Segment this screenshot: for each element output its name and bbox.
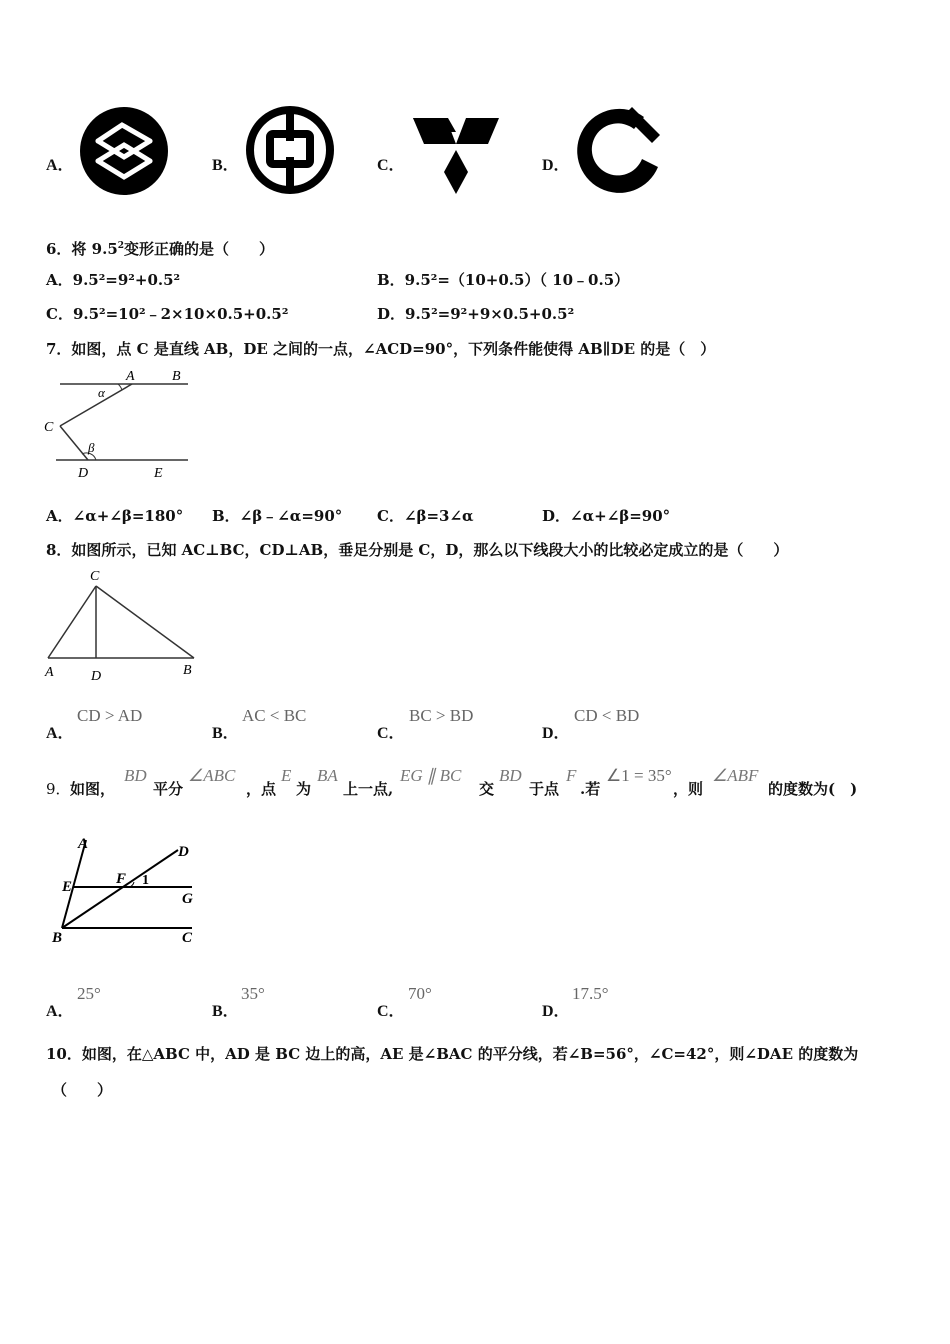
q7-stem: 7．如图，点 C 是直线 AB，DE 之间的一点，∠ACD=90°，下列条件能使得 AB∥DE 的是（ ）	[46, 340, 716, 358]
q5-option-a-letter: A．	[46, 157, 74, 174]
q9-text-8: .若	[580, 780, 601, 798]
q7-label-a: A	[126, 369, 135, 384]
q5-option-c-letter: C．	[377, 157, 405, 174]
q8-option-a-letter[interactable]: A．	[46, 725, 74, 742]
q8-option-a-expr: CD > AD	[77, 706, 143, 725]
q9-math-5: EG ∥ BC	[400, 766, 462, 785]
three-diamond-logo-icon	[410, 114, 502, 196]
q6-option-a[interactable]: A．9.5²=9²+0.5²	[46, 271, 181, 289]
q7-label-e: E	[154, 466, 163, 481]
q9-math-2: ∠ABC	[188, 766, 236, 785]
q8-label-a: A	[45, 665, 54, 680]
q7-label-alpha: α	[98, 385, 105, 400]
q9-text-1: 如图，	[70, 780, 116, 798]
q9-option-d-letter[interactable]: D．	[542, 1003, 570, 1020]
q9-math-9: ∠ABF	[712, 766, 759, 785]
construction-bank-logo-icon	[572, 103, 664, 195]
q9-figure	[44, 828, 214, 952]
q5-option-b-letter: B．	[212, 157, 239, 174]
bank-of-china-logo-icon	[244, 104, 336, 196]
q8-option-b-letter[interactable]: B．	[212, 725, 239, 742]
q9-label-b: B	[52, 930, 63, 946]
q8-option-d-letter[interactable]: D．	[542, 725, 570, 742]
q9-number: 9．	[46, 780, 71, 798]
q9-option-c-letter[interactable]: C．	[377, 1003, 405, 1020]
q7-label-c: C	[44, 420, 54, 435]
q9-option-a-value: 25°	[77, 984, 101, 1003]
q9-label-c: C	[182, 930, 193, 946]
china-mobile-logo-icon	[78, 105, 170, 197]
q8-option-c-letter[interactable]: C．	[377, 725, 405, 742]
q9-math-8: ∠1 = 35°	[606, 766, 672, 785]
q10-stem-line-2: （ ）	[52, 1081, 113, 1099]
q9-text-7: 于点	[529, 780, 560, 798]
q9-text-5: 上一点,	[343, 780, 394, 798]
q9-option-b-value: 35°	[241, 984, 265, 1003]
q9-label-d: D	[178, 844, 189, 860]
q9-text-4: 为	[296, 780, 312, 798]
q10-stem-line-1: 10．如图，在△ABC 中，AD 是 BC 边上的高，AE 是∠BAC 的平分线，若∠B=56°，∠C=42°，则∠DAE 的度数为	[46, 1045, 859, 1063]
q9-text-2: 平分	[153, 780, 184, 798]
q7-option-d[interactable]: D．∠α+∠β=90°	[542, 507, 671, 525]
q8-label-b: B	[183, 663, 192, 678]
q6-stem: 6．将 $9.5^2$变形正确的是（ ）	[46, 240, 275, 258]
q9-math-6: BD	[499, 766, 522, 785]
q8-stem: 8．如图所示，已知 AC⊥BC，CD⊥AB，垂足分别是 C，D，那么以下线段大小的比较必定成立的是（ ）	[46, 541, 789, 559]
q9-text-9: ，则	[673, 780, 704, 798]
q9-label-e: E	[62, 879, 73, 895]
q9-label-g: G	[182, 891, 193, 907]
q7-option-c[interactable]: C．∠β=3∠α	[377, 507, 474, 525]
q9-option-b-letter[interactable]: B．	[212, 1003, 239, 1020]
q7-label-beta: β	[88, 440, 95, 455]
q6-option-b[interactable]: B．9.5²=（10+0.5）（ 10﹣0.5）	[377, 271, 630, 289]
q8-label-c: C	[90, 569, 100, 584]
q9-label-1: 1	[142, 873, 149, 888]
q9-option-d-value: 17.5°	[572, 984, 609, 1003]
q8-option-b-expr: AC < BC	[242, 706, 307, 725]
q7-label-d: D	[78, 466, 89, 481]
q7-option-a[interactable]: A．∠α+∠β=180°	[46, 507, 184, 525]
q9-label-f: F	[116, 871, 127, 887]
q8-option-d-expr: CD < BD	[574, 706, 640, 725]
q6-option-d[interactable]: D．9.5²=9²+9×0.5+0.5²	[377, 305, 575, 323]
q9-text-10: 的度数为( )	[768, 780, 858, 798]
q9-math-7: F	[566, 766, 577, 785]
q7-option-b[interactable]: B．∠β﹣∠α=90°	[212, 507, 343, 525]
q9-math-4: BA	[317, 766, 338, 785]
q7-label-b: B	[172, 369, 181, 384]
q8-figure	[42, 566, 202, 686]
q9-label-a: A	[78, 836, 89, 852]
q9-math-3: E	[281, 766, 292, 785]
q9-option-c-value: 70°	[408, 984, 432, 1003]
q9-text-3: ，点	[246, 780, 277, 798]
q6-option-c[interactable]: C．9.5²=10²﹣2×10×0.5+0.5²	[46, 305, 289, 323]
q9-text-6: 交	[479, 780, 495, 798]
q9-option-a-letter[interactable]: A．	[46, 1003, 74, 1020]
q8-label-d: D	[91, 669, 102, 684]
q8-option-c-expr: BC > BD	[409, 706, 474, 725]
q7-figure	[42, 364, 202, 484]
q5-option-d-letter: D．	[542, 157, 570, 174]
q9-math-1: BD	[124, 766, 147, 785]
